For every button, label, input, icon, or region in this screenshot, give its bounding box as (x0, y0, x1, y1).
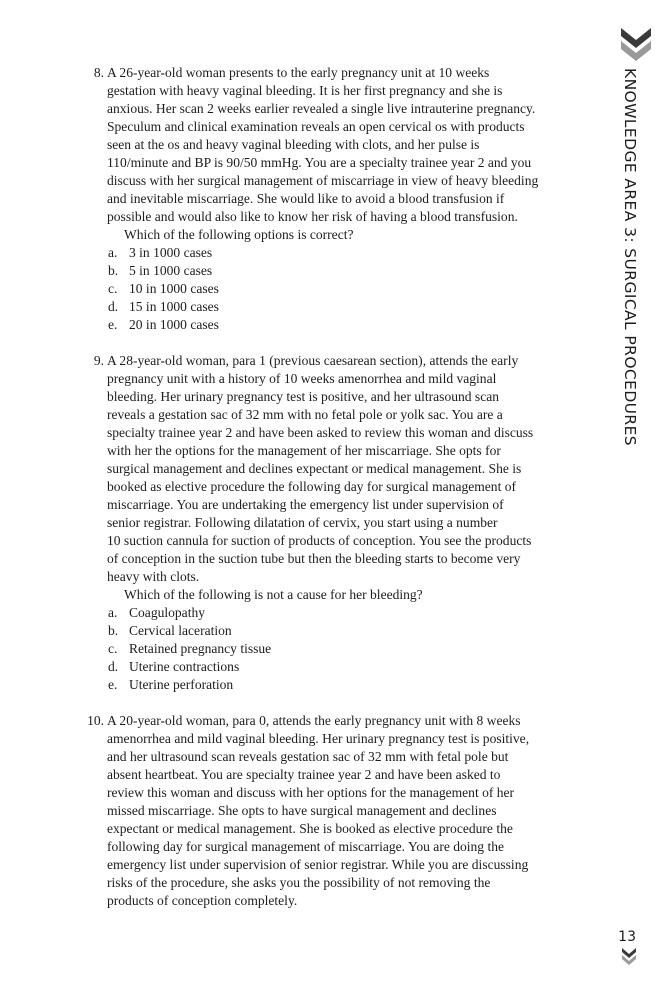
option-label: e. (108, 677, 118, 692)
option-text: 5 in 1000 cases (129, 263, 213, 278)
option-label: c. (108, 641, 118, 656)
stem-line: products of conception completely. (107, 893, 298, 908)
stem-line: with her the options for the management of her miscarriage. She opts for (107, 443, 501, 458)
option-text: 3 in 1000 cases (129, 245, 213, 260)
question-item (88, 712, 598, 910)
stem-line: reveals a gestation sac of 32 mm with no fetal pole or yolk sac. You are a (107, 407, 503, 422)
question-item (88, 64, 598, 334)
question-stem (107, 352, 598, 586)
chevron-down-double-icon (621, 28, 651, 62)
stem-line: pregnancy unit with a history of 10 weeks amenorrhea and mild vaginal (107, 371, 497, 386)
stem-line: and inevitable miscarriage. She would like to avoid a blood transfusion if (107, 191, 505, 206)
option-label: d. (108, 659, 119, 674)
stem-line: 110/minute and BP is 90/50 mmHg. You are a specialty trainee year 2 and you (107, 155, 532, 170)
stem-line: booked as elective procedure the following day for surgical management of (107, 479, 517, 494)
question-number: 8. (93, 65, 104, 80)
answer-option (107, 316, 598, 334)
stem-line: heavy with clots. (107, 569, 200, 584)
stem-line: 10 suction cannula for suction of products of conception. You see the products (107, 533, 532, 548)
option-label: d. (108, 299, 119, 314)
option-text: Retained pregnancy tissue (129, 641, 272, 656)
stem-line: missed miscarriage. She opts to have surgical management and declines (107, 803, 497, 818)
stem-line: absent heartbeat. You are specialty trainee year 2 and have been asked to (107, 767, 501, 782)
answer-options (107, 604, 598, 694)
stem-line: miscarriage. You are undertaking the emergency list under supervision of (107, 497, 504, 512)
answer-option (107, 640, 598, 658)
option-label: e. (108, 317, 118, 332)
stem-line: bleeding. Her urinary pregnancy test is positive, and her ultrasound scan (107, 389, 499, 404)
stem-line: expectant or medical management. She is booked as elective procedure the (107, 821, 513, 836)
stem-line: A 26-year-old woman presents to the early pregnancy unit at 10 weeks (107, 65, 490, 80)
stem-line: gestation with heavy vaginal bleeding. It is her first pregnancy and she is (107, 83, 503, 98)
page-number: 13 (618, 929, 636, 945)
answer-option (107, 262, 598, 280)
stem-line: amenorrhea and mild vaginal bleeding. Her urinary pregnancy test is positive, (107, 731, 530, 746)
question-prompt: Which of the following options is correct? (124, 227, 354, 242)
answer-option (107, 622, 598, 640)
question-stem (107, 64, 598, 226)
stem-line: following day for surgical management of miscarriage. You are doing the (107, 839, 505, 854)
option-label: b. (108, 263, 119, 278)
stem-line: emergency list under supervision of senior registrar. While you are discussing (107, 857, 529, 872)
stem-line: of conception in the suction tube but then the bleeding starts to become very (107, 551, 521, 566)
chevron-down-double-icon (622, 948, 636, 966)
answer-option (107, 280, 598, 298)
stem-line: specialty trainee year 2 and have been asked to review this woman and discuss (107, 425, 534, 440)
option-text: Uterine contractions (129, 659, 240, 674)
answer-option (107, 676, 598, 694)
question-stem (107, 712, 598, 910)
side-tab (618, 28, 654, 447)
option-label: b. (108, 623, 119, 638)
answer-options (107, 244, 598, 334)
option-label: a. (108, 605, 118, 620)
question-number: 10. (87, 713, 104, 728)
stem-line: senior registrar. Following dilatation of cervix, you start using a number (107, 515, 498, 530)
stem-line: discuss with her surgical management of miscarriage in view of heavy bleeding (107, 173, 539, 188)
answer-option (107, 244, 598, 262)
stem-line: risks of the procedure, she asks you the possibility of not removing the (107, 875, 491, 890)
stem-line: possible and would also like to know her risk of having a blood transfusion. (107, 209, 518, 224)
stem-line: Speculum and clinical examination reveals an open cervical os with products (107, 119, 525, 134)
section-title: KNOWLEDGE AREA 3: SURGICAL PROCEDURES (621, 68, 639, 447)
stem-line: A 20-year-old woman, para 0, attends the early pregnancy unit with 8 weeks (107, 713, 521, 728)
stem-line: and her ultrasound scan reveals gestation sac of 32 mm with fetal pole but (107, 749, 509, 764)
stem-line: seen at the os and heavy vaginal bleeding with clots, and her pulse is (107, 137, 480, 152)
question-prompt: Which of the following is not a cause for her bleeding? (124, 587, 423, 602)
option-text: Uterine perforation (129, 677, 234, 692)
stem-line: anxious. Her scan 2 weeks earlier revealed a single live intrauterine pregnancy. (107, 101, 536, 116)
question-number: 9. (93, 353, 104, 368)
stem-line: A 28-year-old woman, para 1 (previous caesarean section), attends the early (107, 353, 519, 368)
option-text: Coagulopathy (129, 605, 206, 620)
answer-option (107, 658, 598, 676)
answer-option (107, 604, 598, 622)
question-item (88, 352, 598, 694)
option-text: 20 in 1000 cases (129, 317, 219, 332)
question-list (88, 64, 598, 928)
answer-option (107, 298, 598, 316)
option-label: a. (108, 245, 118, 260)
stem-line: review this woman and discuss with her options for the management of her (107, 785, 515, 800)
option-label: c. (108, 281, 118, 296)
option-text: Cervical laceration (129, 623, 232, 638)
option-text: 10 in 1000 cases (129, 281, 219, 296)
stem-line: surgical management and declines expectant or medical management. She is (107, 461, 522, 476)
option-text: 15 in 1000 cases (129, 299, 219, 314)
